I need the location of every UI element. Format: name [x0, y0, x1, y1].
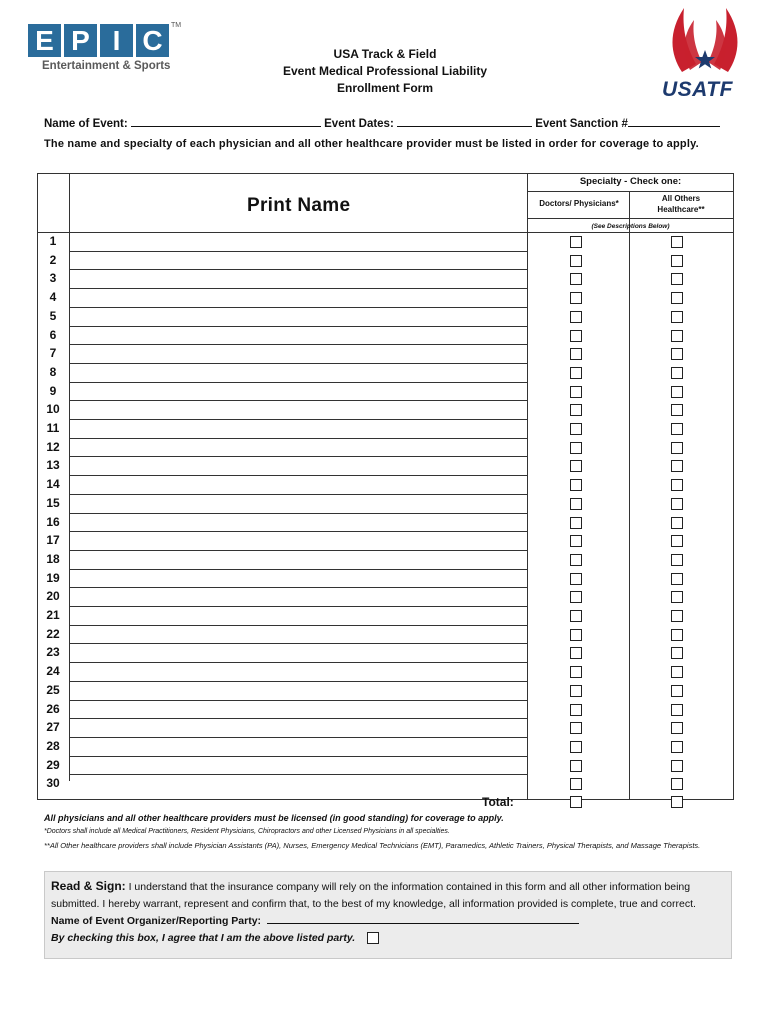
event-dates-label: Event Dates:: [324, 118, 394, 130]
doctors-checkbox[interactable]: [570, 423, 582, 435]
total-others-checkbox[interactable]: [671, 796, 683, 808]
epic-letter-c: C: [136, 24, 169, 57]
others-checkbox[interactable]: [671, 573, 683, 585]
row-number: 16: [46, 514, 60, 529]
provider-name-cell[interactable]: [70, 643, 526, 662]
see-descriptions-note: (See Descriptions Below): [591, 223, 670, 230]
doctors-checkbox[interactable]: [570, 666, 582, 678]
provider-name-cell[interactable]: [70, 494, 526, 513]
others-checkbox[interactable]: [671, 255, 683, 267]
doctors-checkbox[interactable]: [570, 367, 582, 379]
row-number: 2: [49, 252, 57, 267]
epic-letter-p: P: [64, 24, 97, 57]
event-name-field[interactable]: [131, 117, 321, 127]
provider-name-cell[interactable]: [70, 718, 526, 737]
doctors-checkbox[interactable]: [570, 460, 582, 472]
provider-name-cell[interactable]: [70, 625, 526, 644]
provider-name-cell[interactable]: [70, 288, 526, 307]
doctors-checkbox[interactable]: [570, 498, 582, 510]
epic-letter-i: I: [100, 24, 133, 57]
total-doctors-checkbox[interactable]: [570, 796, 582, 808]
others-checkbox[interactable]: [671, 629, 683, 641]
event-name-label: Name of Event:: [44, 118, 128, 130]
provider-name-cell[interactable]: [70, 363, 526, 382]
provider-name-cell[interactable]: [70, 251, 526, 270]
agree-checkbox[interactable]: [367, 932, 379, 944]
row-number: 18: [46, 551, 60, 566]
provider-name-cell[interactable]: [70, 438, 526, 457]
row-number: 7: [49, 346, 57, 361]
doctors-checkbox[interactable]: [570, 778, 582, 790]
others-footnote: **All Other healthcare providers shall include Physician Assistants (PA), Nurses, Emergency Medical Technicians (EMT), Paramedics, Athletic Trainers, Physical Therapists, and Massage Therapists.: [44, 841, 701, 850]
epic-letters: [28, 24, 178, 57]
row-number: 5: [49, 308, 57, 323]
event-sanction-field[interactable]: [628, 117, 720, 127]
others-checkbox[interactable]: [671, 442, 683, 454]
row-number: 1: [49, 234, 57, 248]
row-number: 23: [46, 645, 60, 660]
provider-name-cell[interactable]: [70, 756, 526, 775]
others-checkbox[interactable]: [671, 404, 683, 416]
provider-name-cell[interactable]: [70, 382, 526, 401]
row-number: 19: [46, 570, 60, 585]
columns-header-rule: [527, 218, 734, 219]
doctors-checkbox[interactable]: [570, 741, 582, 753]
others-checkbox[interactable]: [671, 647, 683, 659]
provider-name-cell[interactable]: [70, 737, 526, 756]
sign-statement-block: [51, 878, 725, 913]
doctors-checkbox[interactable]: [570, 629, 582, 641]
usatf-logo: [660, 6, 750, 101]
row-number: 30: [46, 776, 60, 791]
doctors-checkbox[interactable]: [570, 479, 582, 491]
others-checkbox[interactable]: [671, 386, 683, 398]
row-number: 21: [46, 608, 60, 622]
provider-name-cell[interactable]: [70, 774, 526, 793]
event-sanction-label: Event Sanction #: [535, 118, 628, 130]
provider-name-cell[interactable]: [70, 475, 526, 494]
row-number: 8: [49, 364, 57, 379]
provider-name-cell[interactable]: [70, 531, 526, 550]
doctors-checkbox[interactable]: [570, 330, 582, 342]
doctors-checkbox[interactable]: [570, 442, 582, 454]
others-checkbox[interactable]: [671, 236, 683, 248]
row-number: 17: [46, 533, 60, 548]
provider-name-cell[interactable]: [70, 419, 526, 438]
epic-logo: [28, 22, 182, 76]
organizer-label: Name of Event Organizer/Reporting Party:: [51, 915, 262, 927]
row-number: 25: [46, 682, 60, 697]
specialty-header: Specialty - Check one:: [579, 176, 682, 187]
read-sign-heading: Read & Sign:: [51, 879, 126, 893]
organizer-name-field[interactable]: [267, 914, 579, 924]
doctors-checkbox[interactable]: [570, 704, 582, 716]
provider-name-cell[interactable]: [70, 700, 526, 719]
doctors-checkbox[interactable]: [570, 610, 582, 622]
doctors-checkbox[interactable]: [570, 685, 582, 697]
provider-name-cell[interactable]: [70, 606, 526, 625]
doctors-checkbox[interactable]: [570, 535, 582, 547]
provider-name-cell[interactable]: [70, 456, 526, 475]
others-checkbox[interactable]: [671, 498, 683, 510]
others-checkbox[interactable]: [671, 722, 683, 734]
doctors-checkbox[interactable]: [570, 591, 582, 603]
others-checkbox[interactable]: [671, 460, 683, 472]
title-line-1: USA Track & Field: [333, 47, 437, 61]
print-name-header: Print Name: [247, 195, 351, 216]
doctors-checkbox[interactable]: [570, 348, 582, 360]
others-checkbox[interactable]: [671, 778, 683, 790]
event-info-line: [44, 117, 734, 130]
row-number: 29: [46, 757, 60, 772]
read-sign-statement: I understand that the insurance company will rely on the information contained in this form and all other information being submitted. I hereby warrant, represent and confirm that, to the best of my knowledge, all information provided is complete, true and correct.: [51, 881, 696, 910]
row-number: 24: [46, 664, 60, 679]
others-checkbox[interactable]: [671, 348, 683, 360]
others-checkbox[interactable]: [671, 760, 683, 772]
provider-name-cell[interactable]: [70, 662, 526, 681]
row-number: 26: [46, 701, 60, 716]
row-number: 6: [49, 327, 57, 342]
agree-label: By checking this box, I agree that I am the above listed party.: [51, 932, 356, 944]
usatf-wordmark: USATF: [662, 78, 733, 101]
provider-name-cell[interactable]: [70, 269, 526, 288]
row-number: 27: [46, 720, 60, 735]
others-checkbox[interactable]: [671, 273, 683, 285]
table-divider-name: [527, 173, 528, 800]
provider-name-cell[interactable]: [70, 550, 526, 569]
others-checkbox[interactable]: [671, 311, 683, 323]
row-number: 28: [46, 738, 60, 753]
doctors-checkbox[interactable]: [570, 386, 582, 398]
provider-table: [37, 173, 734, 819]
licensed-footnote: All physicians and all other healthcare providers must be licensed (in good standing) for coverage to apply.: [44, 813, 504, 823]
specialty-header-rule: [527, 191, 734, 192]
provider-name-cell[interactable]: [70, 569, 526, 588]
doctors-checkbox[interactable]: [570, 273, 582, 285]
row-number: 22: [46, 626, 60, 641]
doctors-footnote: *Doctors shall include all Medical Practitioners, Resident Physicians, Chiropractors and other Licensed Physicians in all specialties.: [44, 828, 450, 835]
doctors-checkbox[interactable]: [570, 255, 582, 267]
epic-letter-e: E: [28, 24, 61, 57]
read-sign-box: [44, 871, 732, 959]
provider-name-cell[interactable]: [70, 681, 526, 700]
row-number: 20: [46, 589, 60, 604]
row-number: 9: [49, 383, 57, 398]
epic-trademark: TM: [171, 22, 182, 29]
row-number: 14: [46, 477, 60, 492]
others-checkbox[interactable]: [671, 685, 683, 697]
doctors-column-header: Doctors/ Physicians*: [539, 199, 619, 208]
provider-name-cell[interactable]: [70, 307, 526, 326]
row-number: 15: [46, 495, 60, 510]
others-checkbox[interactable]: [671, 479, 683, 491]
doctors-checkbox[interactable]: [570, 236, 582, 248]
table-divider-specialty: [629, 191, 630, 800]
others-checkbox[interactable]: [671, 554, 683, 566]
coverage-notice: The name and specialty of each physician and all other healthcare provider must be listed in order for coverage to apply.: [44, 138, 699, 150]
agree-row: [51, 930, 725, 947]
event-dates-field[interactable]: [397, 117, 532, 127]
row-number: 10: [46, 402, 60, 417]
row-number: 12: [46, 439, 60, 454]
doctors-checkbox[interactable]: [570, 404, 582, 416]
others-checkbox[interactable]: [671, 330, 683, 342]
title-line-3: Enrollment Form: [336, 81, 433, 95]
others-checkbox[interactable]: [671, 741, 683, 753]
provider-name-cell[interactable]: [70, 232, 526, 251]
others-checkbox[interactable]: [671, 423, 683, 435]
provider-name-cell[interactable]: [70, 587, 526, 606]
provider-name-cell[interactable]: [70, 513, 526, 532]
others-checkbox[interactable]: [671, 535, 683, 547]
doctors-checkbox[interactable]: [570, 647, 582, 659]
provider-name-cell[interactable]: [70, 344, 526, 363]
others-checkbox[interactable]: [671, 367, 683, 379]
others-column-line-1: All Others: [661, 194, 701, 203]
doctors-checkbox[interactable]: [570, 722, 582, 734]
others-column-line-2: Healthcare**: [657, 205, 705, 214]
others-checkbox[interactable]: [671, 517, 683, 529]
row-number: 3: [49, 271, 57, 286]
provider-name-cell[interactable]: [70, 400, 526, 419]
usatf-wings-icon: [660, 6, 750, 78]
doctors-checkbox[interactable]: [570, 311, 582, 323]
row-number: 4: [49, 290, 57, 305]
row-number: 13: [46, 458, 60, 473]
title-line-2: Event Medical Professional Liability: [282, 64, 488, 78]
others-checkbox[interactable]: [671, 666, 683, 678]
doctors-checkbox[interactable]: [570, 554, 582, 566]
doctors-checkbox[interactable]: [570, 292, 582, 304]
others-checkbox[interactable]: [671, 610, 683, 622]
doctors-checkbox[interactable]: [570, 760, 582, 772]
others-column-header: [631, 193, 731, 215]
total-label: Total:: [482, 795, 514, 809]
others-checkbox[interactable]: [671, 292, 683, 304]
organizer-row: [51, 913, 725, 930]
epic-tagline: Entertainment & Sports: [42, 60, 171, 72]
form-title: [230, 46, 540, 97]
doctors-checkbox[interactable]: [570, 573, 582, 585]
doctors-checkbox[interactable]: [570, 517, 582, 529]
others-checkbox[interactable]: [671, 591, 683, 603]
row-number: 11: [46, 421, 60, 435]
provider-name-cell[interactable]: [70, 326, 526, 345]
others-checkbox[interactable]: [671, 704, 683, 716]
